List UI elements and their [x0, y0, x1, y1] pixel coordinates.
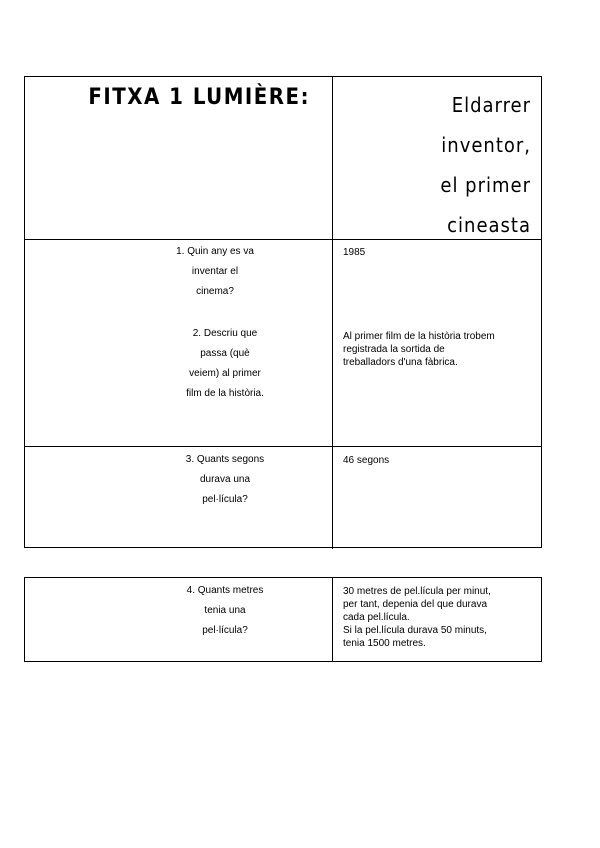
answer-line: cada pel.lícula. — [343, 612, 410, 623]
subtitle-line: cineasta — [447, 213, 531, 237]
question-line: inventar el — [191, 266, 239, 277]
answer-line: tenia 1500 metres. — [343, 638, 426, 649]
question-line: tenia una — [204, 605, 246, 616]
question-line: 2. Descriu que — [192, 328, 258, 339]
question-cell — [25, 578, 333, 661]
answer-4 — [343, 585, 491, 650]
worksheet-title: FITXA 1 LUMIÈRE: — [88, 85, 310, 110]
header-row — [25, 77, 541, 239]
worksheet-table-secondary — [24, 577, 542, 662]
question-row — [25, 446, 541, 549]
answer-line: 30 metres de pel.lícula per minut, — [343, 586, 491, 597]
answer-cell — [333, 578, 541, 661]
answer-1 — [343, 246, 365, 259]
question-line: cinema? — [196, 286, 234, 297]
header-title-cell — [25, 77, 333, 239]
subtitle-line: el primer — [440, 173, 531, 197]
question-line: 1. Quin any es va — [176, 246, 254, 257]
question-line: pel·lícula? — [202, 625, 248, 636]
answer-line: Si la pel.lícula durava 50 minuts, — [343, 625, 487, 636]
question-line: passa (què — [200, 348, 250, 359]
answer-line: registrada la sortida de — [343, 344, 445, 355]
question-line: durava una — [199, 474, 251, 485]
question-4 — [165, 581, 285, 641]
subtitle-line: inventor, — [441, 133, 531, 157]
answer-cell — [333, 240, 541, 446]
worksheet-subtitle — [440, 85, 531, 245]
worksheet-table-main — [24, 76, 542, 548]
question-2 — [165, 324, 285, 404]
question-cell — [25, 447, 333, 549]
answer-line: per tant, depenia del que durava — [343, 599, 487, 610]
answer-line: treballadors d'una fàbrica. — [343, 357, 458, 368]
answer-line: 46 segons — [343, 455, 390, 466]
question-line: pel·lícula? — [202, 494, 248, 505]
question-row — [25, 578, 541, 661]
question-cell — [25, 240, 333, 446]
question-line: 3. Quants segons — [185, 454, 265, 465]
answer-cell — [333, 447, 541, 549]
question-1 — [155, 242, 275, 302]
answer-line: Al primer film de la història trobem — [343, 331, 495, 342]
question-row — [25, 239, 541, 446]
header-subtitle-cell — [333, 77, 541, 239]
answer-2 — [343, 330, 495, 369]
question-line: 4. Quants metres — [186, 585, 264, 596]
answer-3 — [343, 454, 389, 467]
question-3 — [165, 450, 285, 510]
question-line: film de la història. — [186, 388, 264, 399]
subtitle-line: Eldarrer — [451, 93, 531, 117]
question-line: veiem) al primer — [189, 368, 261, 379]
answer-line: 1985 — [343, 247, 366, 258]
